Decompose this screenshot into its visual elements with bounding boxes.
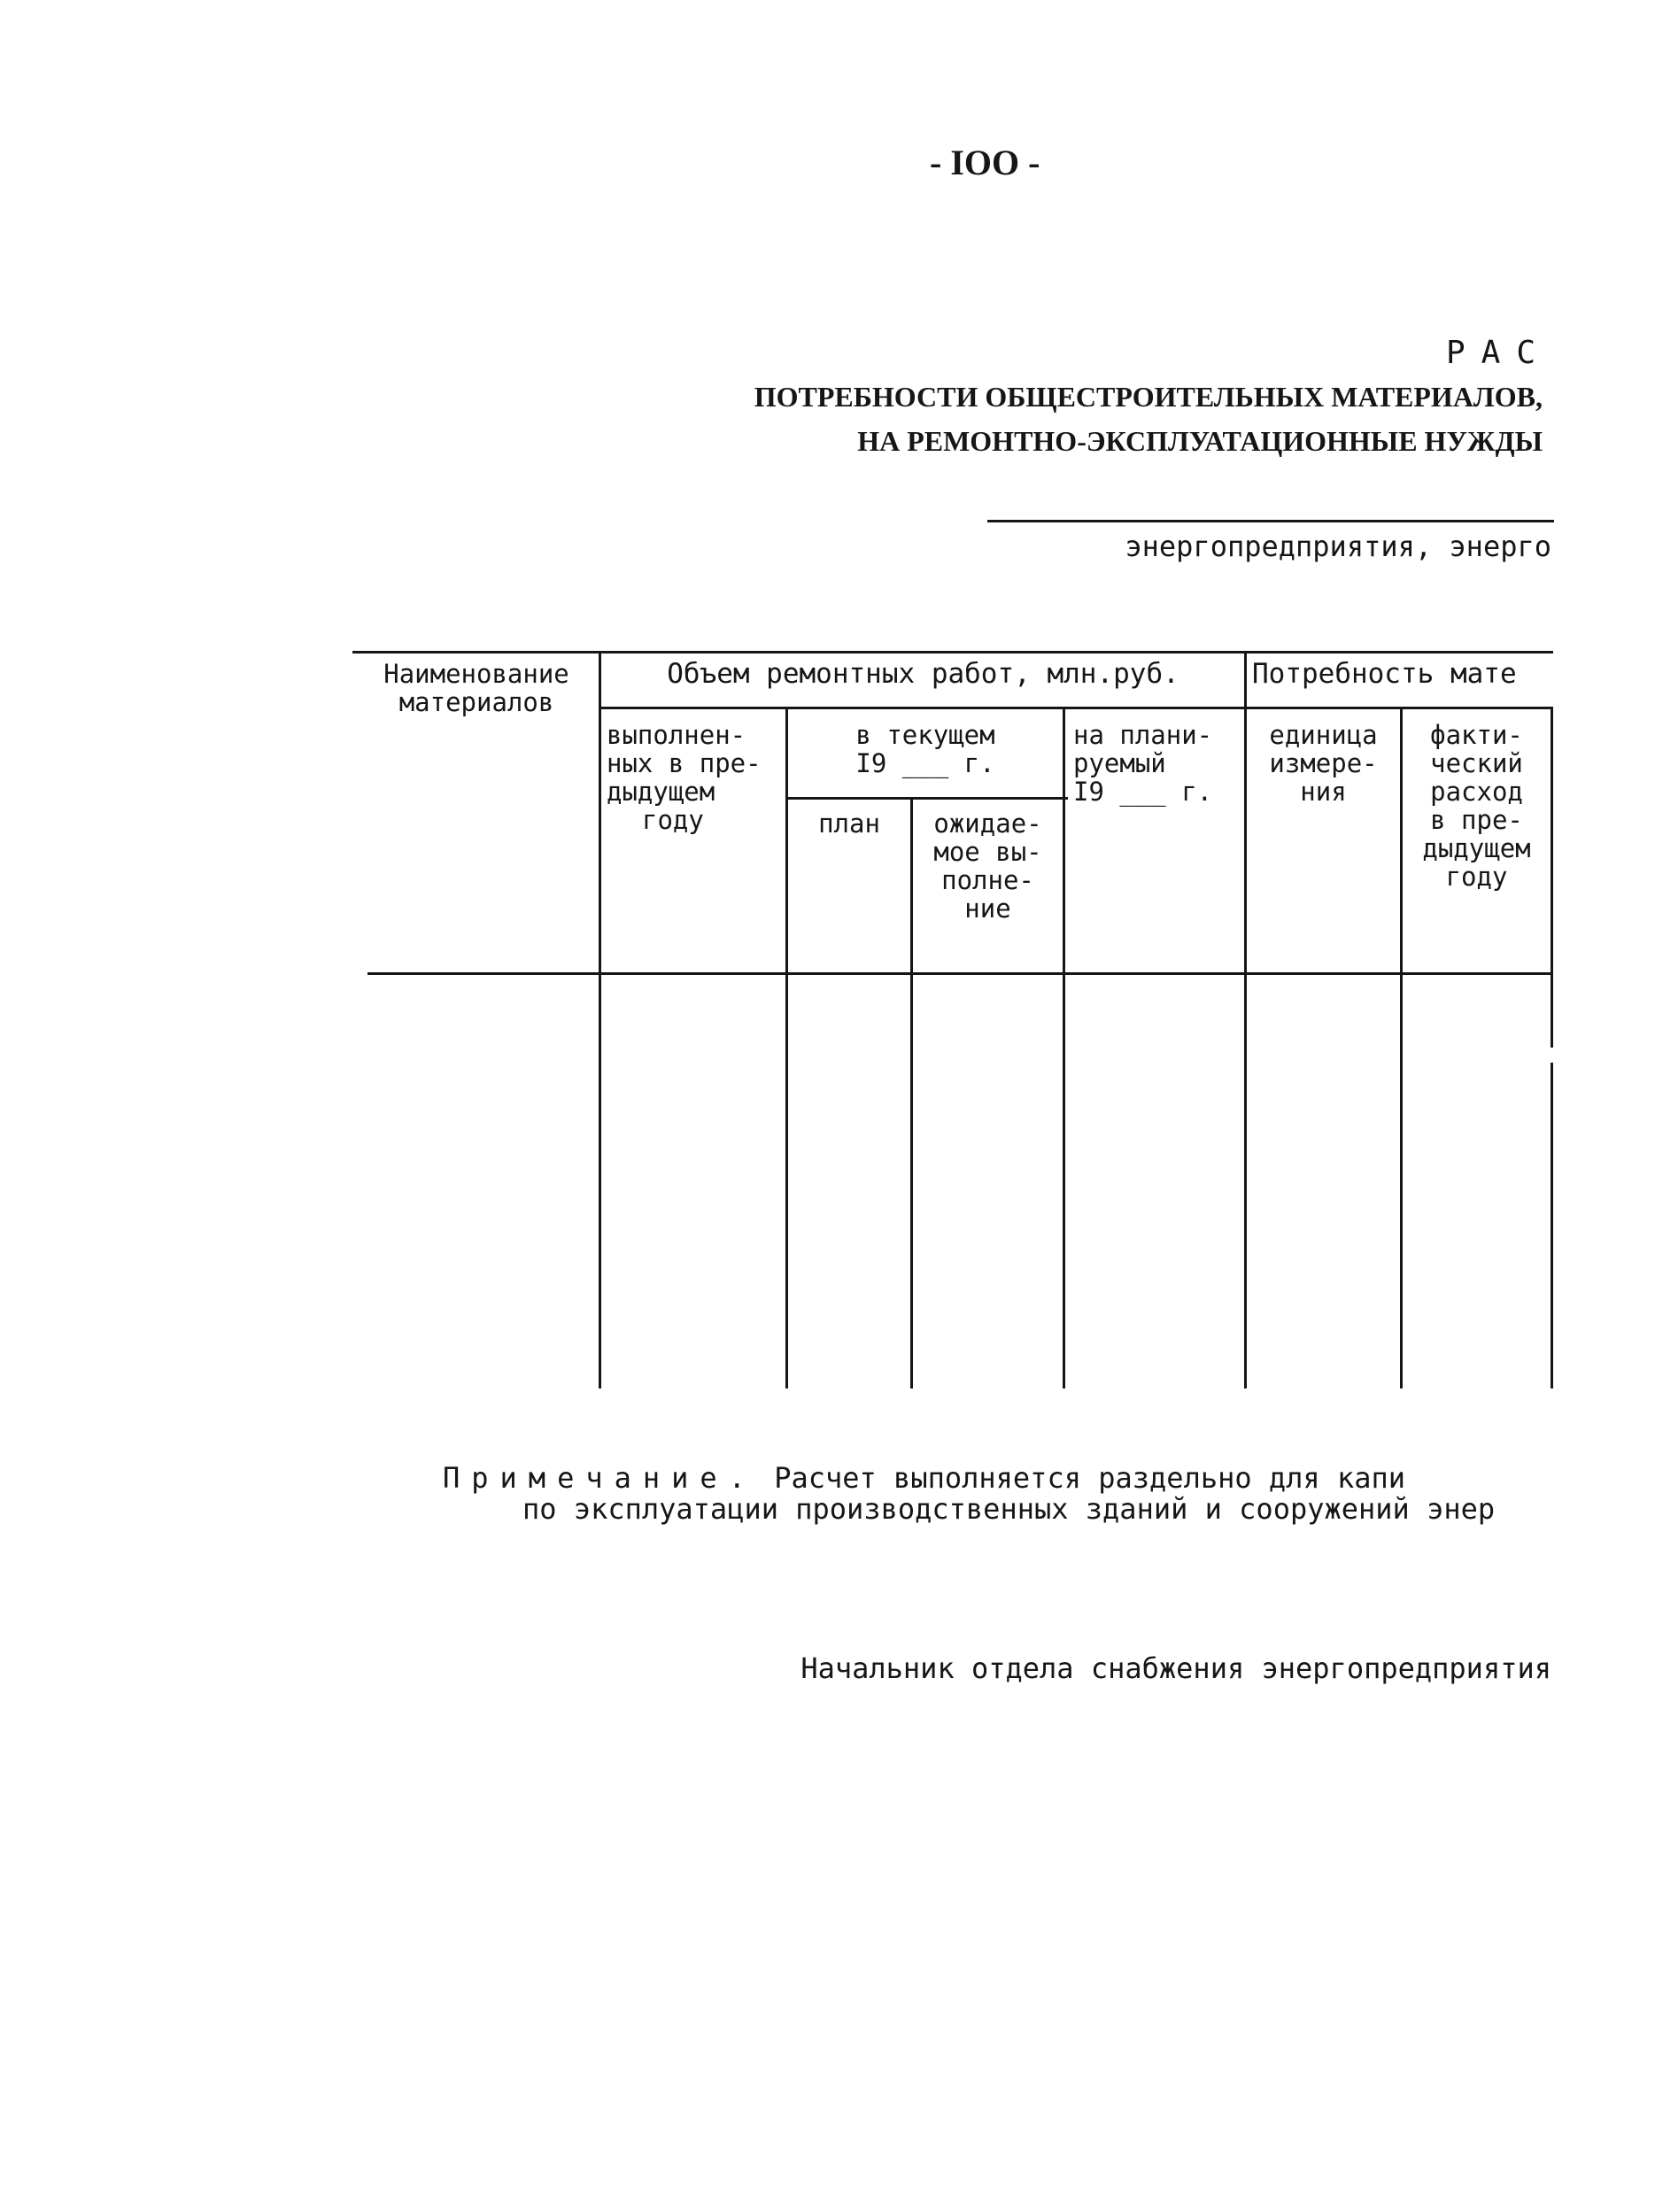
document-title-line-1: ПОТРЕБНОСТИ ОБЩЕСТРОИТЕЛЬНЫХ МАТЕРИАЛОВ, [754,381,1543,413]
note-line-1 [443,1461,1405,1495]
col-divider-right-upper [1551,707,1553,1048]
header-expected-completion: ожидае- мое вы- полне- ние [933,808,1042,924]
table-current-rule [787,797,1068,800]
note-text-1: Расчет выполняется раздельно для капи [756,1461,1406,1495]
note-line-2: по эксплуатации производственных зданий и сооружений энер [522,1492,1496,1526]
document-title-abbrev: РАС [1445,335,1551,371]
header-actual-consumption: факти- ческий расход в пре- дыдущем году [1422,720,1531,892]
signature-line: Начальник отдела снабжения энергопредприятия [800,1651,1551,1685]
col-divider-4 [1063,707,1065,1388]
header-unit-of-measure: единица измере- ния [1269,720,1378,807]
col-divider-right-lower [1551,1063,1553,1388]
header-current-year: в текущем I9 ___ г. [855,720,995,778]
table-header-bottom-rule [367,972,1553,975]
header-completed-prev-year: выполнен- ных в пре- дыдущем году [607,720,762,835]
table-top-rule [352,651,1553,654]
enterprise-caption: энергопредприятия, энерго [1125,530,1551,563]
page-number: - IOO - [930,143,1040,182]
header-repair-volume: Объем ремонтных работ, млн.руб. [667,658,1179,690]
header-planned-year: на плани- руемый I9 ___ г. [1073,720,1213,807]
blank-fill-line [987,520,1554,522]
header-material-need: Потребность мате [1252,658,1517,690]
note-label: Примечание. [443,1461,757,1495]
header-plan: план [818,808,880,839]
header-material-name: Наименование материалов [383,659,569,717]
table-group-rule [599,707,1553,709]
document-title-line-2: НА РЕМОНТНО-ЭКСПЛУАТАЦИОННЫЕ НУЖДЫ [857,425,1543,457]
